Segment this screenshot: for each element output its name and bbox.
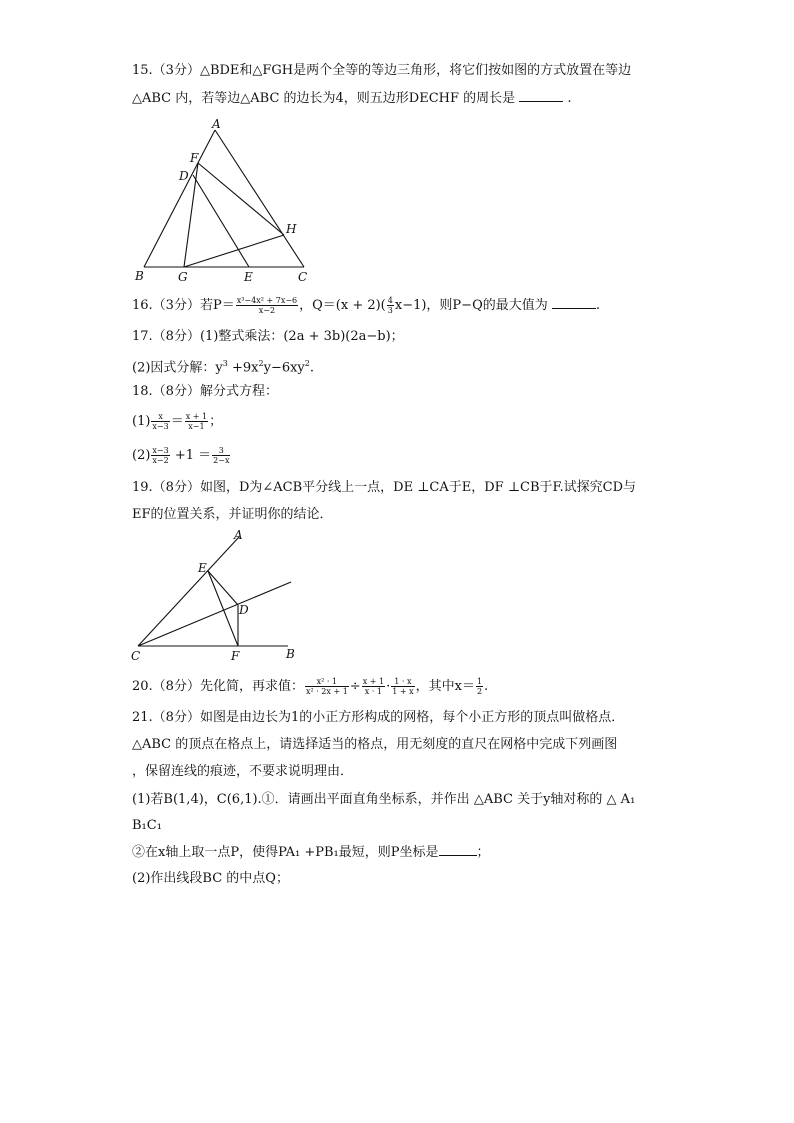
q18-title: 18.（8分）解分式方程： <box>132 384 278 399</box>
label-c: C <box>131 649 141 663</box>
label-a: A <box>234 528 243 542</box>
label-g: G <box>178 270 188 284</box>
q21-line-3: ，保留连线的痕迹，不要求说明理由． <box>132 764 354 779</box>
q21-line-6-end: ； <box>476 845 490 860</box>
q20-vn: 1 <box>476 677 483 686</box>
q20-frac-2 <box>362 677 385 696</box>
q18-e2-pre: (2) <box>132 448 151 463</box>
q16-line <box>132 296 600 315</box>
label-a: A <box>212 117 221 131</box>
q21-line-6 <box>132 843 490 862</box>
q18-e2-rn: 3 <box>212 446 230 456</box>
q18-e1-rn: x + 1 <box>185 412 208 421</box>
q17-text-g: . <box>309 360 315 376</box>
edge-ac <box>215 130 304 267</box>
segment-ed <box>208 571 238 605</box>
q21-line-5: B₁C₁ <box>132 818 162 833</box>
label-f: F <box>231 649 240 663</box>
edge-fh <box>198 163 284 235</box>
label-e: E <box>198 561 207 575</box>
q18-e2-ln: x−3 <box>152 446 169 455</box>
q18-e1-ld: x−3 <box>152 422 169 431</box>
label-b: B <box>286 647 295 661</box>
q20-f2d: x · 1 <box>364 687 382 696</box>
q18-e2-rd: 2−x <box>213 456 230 465</box>
q20-frac-3 <box>391 677 414 696</box>
q17-line-1: 17.（8分）(1)整式乘法：(2a + 3b)(2a−b)； <box>132 329 404 344</box>
q18-e2-mid: +1 ＝ <box>170 448 212 463</box>
label-d: D <box>239 603 249 617</box>
label-c: C <box>298 270 308 284</box>
q20-prefix: 20.（8分）先化简，再求值： <box>132 679 304 694</box>
bisector-cd <box>138 582 291 646</box>
q18-e1-right-fraction <box>185 412 208 431</box>
edge-de <box>193 175 249 267</box>
label-f: F <box>190 151 199 165</box>
q18-eq-2 <box>132 446 231 465</box>
q17-exp-3: 2 <box>304 359 310 368</box>
q19-line-1: 19.（8分）如图，D为∠ACB平分线上一点，DE ⊥CA于E，DF ⊥CB于F.试探究CD与 <box>132 480 637 495</box>
ray-ca <box>138 537 239 646</box>
q20-line <box>132 677 488 696</box>
label-e: E <box>244 270 253 284</box>
q20-f3d: 1 + x <box>392 687 414 696</box>
q21-line-1: 21.（8分）如图是由边长为1的小正方形构成的网格，每个小正方形的顶点叫做格点． <box>132 710 625 725</box>
q16-p-denominator: x−2 <box>258 306 276 315</box>
q21-line-4: (1)若B(1,4)，C(6,1).①．请画出平面直角坐标系，并作出 △ABC 关于y轴对称的 △ A₁ <box>132 792 636 807</box>
q19-angle-figure <box>128 525 308 665</box>
q18-eq-1 <box>132 412 222 431</box>
q18-e1-pre: (1) <box>132 414 151 429</box>
q17-text-c: +9x <box>227 360 259 376</box>
label-d: D <box>179 169 189 183</box>
q16-q-fraction <box>387 296 394 315</box>
q20-f1n: x² · 1 <box>305 677 349 687</box>
q17-exp-1: 3 <box>222 359 228 368</box>
q21-line-2: △ABC 的顶点在格点上，请选择适当的格点，用无刻度的直尺在网格中完成下列画图 <box>132 737 618 752</box>
q16-q-denominator: 3 <box>387 306 393 315</box>
q18-e2-left-fraction <box>151 446 169 465</box>
edge-ab <box>144 130 215 267</box>
q21-line-7: (2)作出线段BC 的中点Q； <box>132 871 289 886</box>
q17-line-2 <box>132 355 314 377</box>
q16-p-fraction <box>236 296 298 315</box>
q20-mid: ，其中x＝ <box>415 679 475 694</box>
edge-gh <box>184 235 284 267</box>
q18-e1-ln: x <box>151 412 169 422</box>
q15-line-2 <box>132 89 572 108</box>
q16-mid: ，Q＝(x + 2)( <box>299 298 386 313</box>
q18-e2-ld: x−2 <box>152 456 169 465</box>
q20-f3n: 1 · x <box>391 677 414 687</box>
q16-mid2: x−1)，则P−Q的最大值为 <box>394 298 548 313</box>
label-h: H <box>286 222 297 236</box>
q18-e1-rd: x−1 <box>188 422 205 431</box>
q18-e1-eq: ＝ <box>170 414 184 429</box>
q16-p-numerator: x³−4x² + 7x−6 <box>236 296 298 305</box>
q15-text: △ABC 内，若等边△ABC 的边长为4，则五边形DECHF 的周长是 <box>132 91 516 106</box>
q18-e1-end: ； <box>209 414 223 429</box>
q16-suffix: . <box>595 298 601 313</box>
q20-f1d: x² · 2x + 1 <box>305 687 348 696</box>
q20-value-fraction <box>476 677 483 696</box>
segment-ef <box>208 571 238 646</box>
q20-frac-1 <box>305 677 349 696</box>
q17-text-e: y−6xy <box>263 360 305 376</box>
q15-answer-blank <box>519 89 563 102</box>
q17-exp-2: 2 <box>258 359 264 368</box>
q21-answer-blank <box>439 843 477 856</box>
q17-text-a: (2)因式分解：y <box>132 360 223 376</box>
q20-op-2: · <box>386 679 391 694</box>
q20-op-1: ÷ <box>349 679 361 694</box>
label-b: B <box>135 269 144 283</box>
q15-end: . <box>567 91 572 106</box>
q20-vd: 2 <box>476 687 483 696</box>
q20-suffix: . <box>484 679 489 694</box>
q16-prefix: 16.（3分）若P＝ <box>132 298 235 313</box>
q15-triangle-figure <box>130 115 320 285</box>
q15-line-1: 15.（3分）△BDE和△FGH是两个全等的等边三角形，将它们按如图的方式放置在等边 <box>132 63 632 78</box>
q19-line-2: EF的位置关系，并证明你的结论． <box>132 507 333 522</box>
q20-f2n: x + 1 <box>362 677 385 686</box>
q18-e1-left-fraction <box>151 412 169 431</box>
q18-e2-right-fraction <box>212 446 230 465</box>
q16-q-numerator: 4 <box>387 296 393 305</box>
q21-line-6-text: ②在x轴上取一点P，使得PA₁ +PB₁最短，则P坐标是 <box>132 845 439 860</box>
q16-answer-blank <box>552 296 596 309</box>
